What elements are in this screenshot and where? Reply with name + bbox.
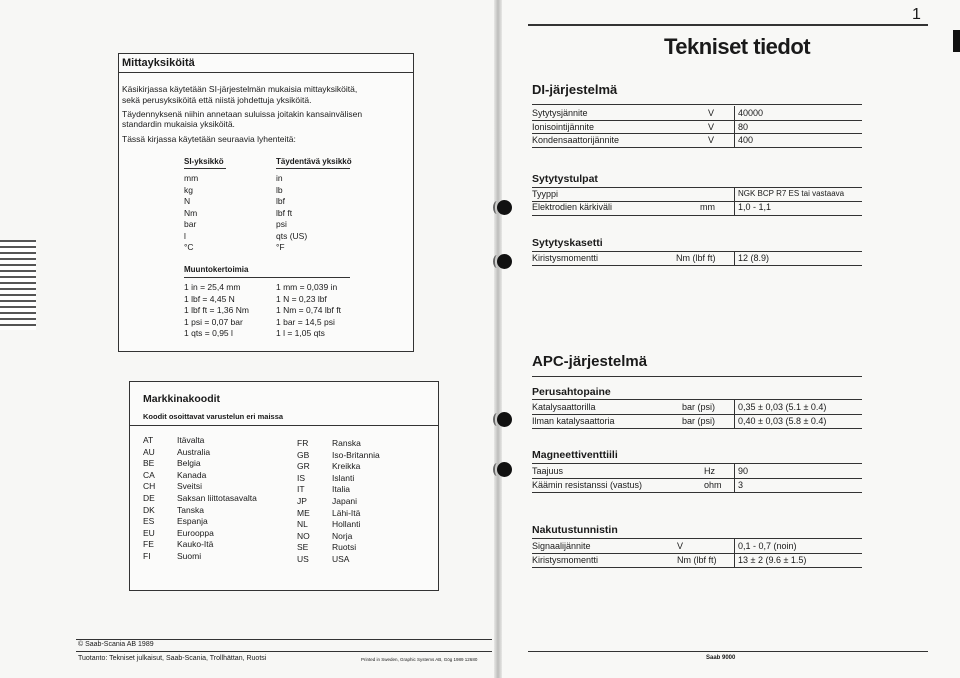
book-spine <box>494 0 502 678</box>
units-paragraph-3: Tässä kirjassa käytetään seuraavia lyhenteitä: <box>122 134 296 144</box>
page-edge-stack <box>0 240 36 330</box>
market-name: Kauko-Itä <box>177 539 214 550</box>
market-code: CA <box>143 469 155 480</box>
copyright: © Saab-Scania AB 1989 <box>78 641 154 648</box>
conversion-item: 1 in = 25,4 mm <box>184 282 241 292</box>
spec-unit: Hz <box>704 466 715 476</box>
plugs-type-label: Tyyppi <box>532 189 559 199</box>
spec-unit: V <box>677 541 684 551</box>
market-name: Ranska <box>332 438 361 448</box>
si-unit: l <box>184 230 186 241</box>
si-unit: °C <box>184 242 194 252</box>
footer-model: Saab 9000 <box>706 655 736 661</box>
page-top-rule <box>528 24 928 26</box>
market-name: Belgia <box>177 458 201 469</box>
market-name: Eurooppa <box>177 527 214 538</box>
page-number: 1 <box>912 6 921 23</box>
market-code: SE <box>297 542 309 553</box>
spec-value: 80 <box>738 121 749 132</box>
knock-title: Nakutustunnistin <box>532 524 618 536</box>
page-title: Tekniset tiedot <box>664 34 811 59</box>
cassette-title: Sytytyskasetti <box>532 237 603 249</box>
spec-label: Käämin resistanssi (vastus) <box>532 480 643 490</box>
spec-unit: ohm <box>704 480 722 490</box>
market-name: Islanti <box>332 472 355 483</box>
plugs-gap-unit: mm <box>700 202 715 212</box>
row-rule <box>532 133 862 134</box>
market-name: Iso-Britannia <box>332 449 380 460</box>
margin-bullet <box>497 462 512 477</box>
market-name: Kreikka <box>332 461 361 472</box>
market-code: IS <box>297 472 306 483</box>
market-name: Ruotsi <box>332 542 357 553</box>
producer-note: Tuotanto: Tekniset julkaisut, Saab-Scania, Trollhättan, Ruotsi <box>78 655 267 662</box>
market-name: Tanska <box>177 504 204 515</box>
market-code: JP <box>297 496 307 506</box>
row-rule <box>532 567 862 568</box>
si-unit: kg <box>184 184 193 195</box>
si-unit: Nm <box>184 207 198 218</box>
page-edge-mark <box>953 30 960 52</box>
market-name: Norja <box>332 530 353 541</box>
spec-unit: V <box>708 135 715 145</box>
market-name: Australia <box>177 446 211 457</box>
alt-unit: psi <box>276 219 287 229</box>
row-rule <box>532 147 862 148</box>
units-paragraph-2: Täydennyksenä niihin annetaan suluissa joitakin kansainvälisen <box>122 109 363 119</box>
alt-unit: lb <box>276 184 283 195</box>
row-rule <box>532 414 862 415</box>
cassette-unit: Nm (lbf ft) <box>676 253 716 263</box>
plugs-gap-label: Elektrodien kärkiväli <box>532 202 613 212</box>
market-code: ES <box>143 516 155 527</box>
units-paragraph-1b: sekä perusyksiköitä että niistä johdettuja yksiköitä. <box>122 95 312 105</box>
market-code: AT <box>143 435 154 445</box>
margin-bullet <box>497 200 512 215</box>
row-rule <box>532 120 862 121</box>
spec-label: Taajuus <box>532 466 564 476</box>
cassette-label: Kiristysmomentti <box>532 253 599 263</box>
conversion-title: Muuntokertoimia <box>184 265 249 274</box>
spec-unit: bar (psi) <box>682 416 716 426</box>
di-section-title: DI-järjestelmä <box>532 82 618 97</box>
conversion-item: 1 qts = 0,95 l <box>184 328 233 338</box>
cassette-value: 12 (8.9) <box>738 253 770 263</box>
market-code: AU <box>143 446 155 457</box>
market-code: GR <box>297 461 310 472</box>
conversion-item: 1 Nm = 0,74 lbf ft <box>276 305 341 315</box>
conversion-item: 1 l = 1,05 qts <box>276 328 325 338</box>
market-code: FR <box>297 438 309 448</box>
markets-subtitle: Koodit osoittavat varustelun eri maissa <box>143 412 284 421</box>
solenoid-title: Magneettiventtiili <box>532 449 618 461</box>
spec-label: Katalysaattorilla <box>532 402 596 412</box>
row-rule <box>532 428 862 429</box>
spec-value: 0,40 ± 0,03 (5.8 ± 0.4) <box>738 416 827 426</box>
market-name: Saksan liittotasavalta <box>177 493 257 503</box>
margin-bullet <box>497 254 512 269</box>
column-rule <box>734 539 735 567</box>
market-code: DE <box>143 493 155 503</box>
margin-bullet <box>497 412 512 427</box>
market-code: US <box>297 554 309 564</box>
conversion-item: 1 lbf = 4,45 N <box>184 293 235 304</box>
spec-label: Ionisointijännite <box>532 121 595 132</box>
column-rule <box>734 464 735 492</box>
conversion-item: 1 N = 0,23 lbf <box>276 293 327 304</box>
si-unit: bar <box>184 219 197 229</box>
units-paragraph-2b: standardin mukaisia yksiköitä. <box>122 119 235 129</box>
market-name: Sveitsi <box>177 481 203 492</box>
market-code: EU <box>143 527 155 538</box>
market-name: USA <box>332 554 350 564</box>
spec-label: Signaalijännite <box>532 541 591 551</box>
alt-unit: lbf ft <box>276 207 293 218</box>
conversion-item: 1 lbf ft = 1,36 Nm <box>184 305 249 315</box>
spec-label: Sytytysjännite <box>532 108 588 118</box>
alt-unit: lbf <box>276 196 285 206</box>
column-rule <box>734 106 735 147</box>
si-unit: N <box>184 196 191 206</box>
markets-title: Markkinakoodit <box>143 393 221 405</box>
market-name: Hollanti <box>332 519 361 530</box>
plugs-gap-value: 1,0 - 1,1 <box>738 202 772 212</box>
plugs-gap-row <box>532 202 862 215</box>
spec-value: 400 <box>738 135 754 145</box>
market-code: GB <box>297 449 310 460</box>
spec-value: 3 <box>738 480 744 490</box>
spec-label: Ilman katalysaattoria <box>532 416 615 426</box>
conversion-item: 1 psi = 0,07 bar <box>184 316 243 327</box>
market-name: Itävalta <box>177 435 205 445</box>
si-unit-header: SI-yksikkö <box>184 157 224 166</box>
alt-unit: qts (US) <box>276 230 308 241</box>
si-unit: mm <box>184 173 199 183</box>
conversion-item: 1 mm = 0,039 in <box>276 282 338 292</box>
market-code: FE <box>143 539 154 550</box>
printed-note: Printed in Sweden, Graphic Systems AB, Gög 1989 12680 <box>361 657 478 662</box>
market-name: Kanada <box>177 469 207 480</box>
market-name: Espanja <box>177 516 208 527</box>
spec-value: 40000 <box>738 108 764 118</box>
spec-value: 0,1 - 0,7 (noin) <box>738 541 797 551</box>
market-name: Japani <box>332 496 358 506</box>
market-name: Italia <box>332 484 350 495</box>
market-code: NL <box>297 519 308 530</box>
market-name: Lähi-Itä <box>332 507 361 518</box>
boost-title: Perusahtopaine <box>532 386 611 398</box>
market-code: IT <box>297 484 305 495</box>
market-code: BE <box>143 458 155 469</box>
row-rule <box>532 478 862 479</box>
right-page <box>500 0 960 678</box>
spec-label: Kondensaattorijännite <box>532 135 620 145</box>
units-paragraph-1: Käsikirjassa käytetään SI-järjestelmän mukaisia mittayksiköitä, <box>122 84 358 94</box>
spec-unit: V <box>708 121 715 132</box>
apc-section-title: APC-järjestelmä <box>532 353 648 370</box>
plugs-type-value: NGK BCP R7 ES tai vastaava <box>738 189 845 198</box>
spec-label: Kiristysmomentti <box>532 555 599 565</box>
market-code: NO <box>297 530 310 541</box>
spec-value: 90 <box>738 466 749 476</box>
alt-unit-header: Täydentävä yksikkö <box>276 157 352 166</box>
spec-unit: bar (psi) <box>682 402 716 412</box>
column-rule <box>734 400 735 428</box>
spec-value: 13 ± 2 (9.6 ± 1.5) <box>738 555 807 565</box>
units-title: Mittayksiköitä <box>122 57 195 69</box>
alt-unit: °F <box>276 242 285 252</box>
market-code: CH <box>143 481 156 492</box>
market-name: Suomi <box>177 551 202 561</box>
spec-value: 0,35 ± 0,03 (5.1 ± 0.4) <box>738 402 827 412</box>
spec-unit: V <box>708 108 715 118</box>
spec-unit: Nm (lbf ft) <box>677 555 717 565</box>
conversion-item: 1 bar = 14,5 psi <box>276 316 335 327</box>
row-rule <box>532 553 862 554</box>
market-code: DK <box>143 504 155 515</box>
alt-unit: in <box>276 173 283 183</box>
market-code: FI <box>143 551 151 561</box>
plugs-title: Sytytystulpat <box>532 173 598 185</box>
row-rule <box>532 492 862 493</box>
market-code: ME <box>297 507 310 518</box>
